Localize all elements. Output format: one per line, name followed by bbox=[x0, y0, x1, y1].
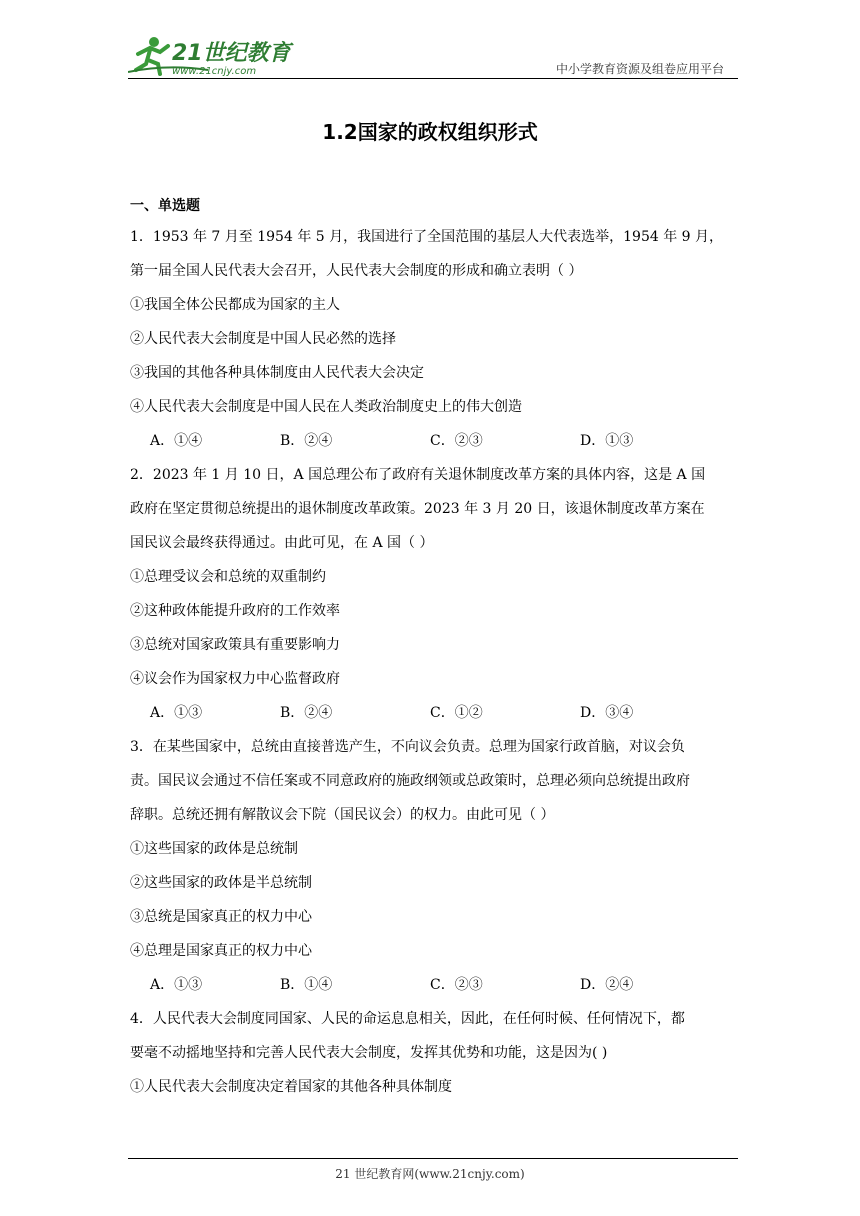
svg-text:www.21cnjy.com: www.21cnjy.com bbox=[172, 66, 257, 77]
option-b[interactable]: B．①④ bbox=[280, 977, 333, 993]
option-a[interactable]: A．①③ bbox=[150, 705, 203, 721]
statement-item: ④议会作为国家权力中心监督政府 bbox=[130, 671, 340, 687]
option-d[interactable]: D．②④ bbox=[580, 977, 634, 993]
question-text-line: 辞职。总统还拥有解散议会下院（国民议会）的权力。由此可见（ ） bbox=[130, 807, 555, 823]
statement-item: ④总理是国家真正的权力中心 bbox=[130, 943, 312, 959]
statement-item: ③我国的其他各种具体制度由人民代表大会决定 bbox=[130, 365, 424, 381]
option-c[interactable]: C．②③ bbox=[430, 977, 483, 993]
section-heading: 一、单选题 bbox=[130, 198, 200, 214]
question-text-line: 3．在某些国家中，总统由直接普选产生，不向议会负责。总理为国家行政首脑，对议会负 bbox=[130, 739, 685, 755]
option-b[interactable]: B．②④ bbox=[280, 705, 333, 721]
question-3 bbox=[130, 730, 736, 1002]
question-text-line: 4．人民代表大会制度同国家、人民的命运息息相关，因此，在任何时候、任何情况下，都 bbox=[130, 1011, 685, 1027]
platform-name: 中小学教育资源及组卷应用平台 bbox=[555, 62, 724, 76]
question-text-line: 第一届全国人民代表大会召开，人民代表大会制度的形成和确立表明（ ） bbox=[130, 263, 583, 279]
question-text-line: 国民议会最终获得通过。由此可见，在 A 国（ ） bbox=[130, 535, 434, 551]
question-list bbox=[130, 196, 736, 1104]
question-text-line: 政府在坚定贯彻总统提出的退休制度改革政策。2023 年 3 月 20 日，该退休制度改革方案在 bbox=[130, 501, 705, 517]
footer-divider bbox=[128, 1158, 738, 1159]
page-title: 1.2国家的政权组织形式 bbox=[322, 120, 538, 144]
answer-options bbox=[130, 968, 736, 1002]
option-b[interactable]: B．②④ bbox=[280, 433, 333, 449]
option-c[interactable]: C．②③ bbox=[430, 433, 483, 449]
question-1 bbox=[130, 220, 736, 458]
option-c[interactable]: C．①② bbox=[430, 705, 483, 721]
statement-item: ③总统对国家政策具有重要影响力 bbox=[130, 637, 340, 653]
statement-item: ②这些国家的政体是半总统制 bbox=[130, 875, 312, 891]
statement-item: ①我国全体公民都成为国家的主人 bbox=[130, 297, 340, 313]
question-4 bbox=[130, 1002, 736, 1104]
answer-options bbox=[130, 424, 736, 458]
question-2 bbox=[130, 458, 736, 730]
statement-item: ①人民代表大会制度决定着国家的其他各种具体制度 bbox=[130, 1079, 452, 1095]
question-text-line: 2．2023 年 1 月 10 日，A 国总理公布了政府有关退休制度改革方案的具体内容，这是 A 国 bbox=[130, 467, 706, 483]
header-divider bbox=[128, 78, 738, 79]
footer-text: 21 世纪教育网(www.21cnjy.com) bbox=[335, 1167, 525, 1181]
statement-item: ④人民代表大会制度是中国人民在人类政治制度史上的伟大创造 bbox=[130, 399, 522, 415]
question-text-line: 1．1953 年 7 月至 1954 年 5 月，我国进行了全国范围的基层人大代表选举，1954 年 9 月， bbox=[130, 229, 724, 245]
statement-item: ③总统是国家真正的权力中心 bbox=[130, 909, 312, 925]
svg-text:21世纪教育: 21世纪教育 bbox=[172, 41, 291, 66]
statement-item: ①总理受议会和总统的双重制约 bbox=[130, 569, 326, 585]
page-header bbox=[128, 30, 738, 78]
statement-item: ①这些国家的政体是总统制 bbox=[130, 841, 298, 857]
answer-options bbox=[130, 696, 736, 730]
question-text-line: 责。国民议会通过不信任案或不同意政府的施政纲领或总政策时，总理必须向总统提出政府 bbox=[130, 773, 690, 789]
statement-item: ②这种政体能提升政府的工作效率 bbox=[130, 603, 340, 619]
option-a[interactable]: A．①④ bbox=[150, 433, 203, 449]
question-text-line: 要毫不动摇地坚持和完善人民代表大会制度，发挥其优势和功能，这是因为( ) bbox=[130, 1045, 608, 1061]
option-d[interactable]: D．①③ bbox=[580, 433, 634, 449]
statement-item: ②人民代表大会制度是中国人民必然的选择 bbox=[130, 331, 396, 347]
option-d[interactable]: D．③④ bbox=[580, 705, 634, 721]
option-a[interactable]: A．①③ bbox=[150, 977, 203, 993]
21cnjy-logo bbox=[128, 34, 298, 78]
